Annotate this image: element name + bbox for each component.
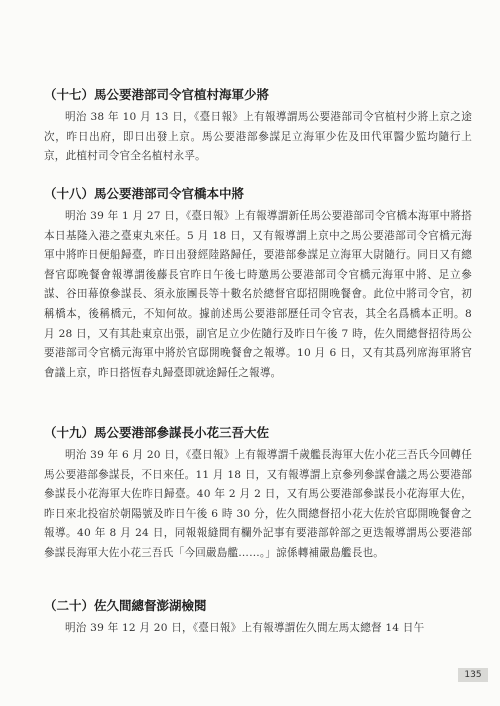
section-paragraph: 明治 39 年 12 月 20 日，《臺日報》上有報導謂佐久間左馬太總督 14 日午 <box>65 622 425 634</box>
section-17 <box>44 86 472 167</box>
section-paragraph: 明治 39 年 1 月 27 日，《臺日報》上有報導謂新任馬公要港部司令官橋本海軍中將搭本日基隆入港之臺東丸來任。5 月 18 日，又有報導謂上京中之馬公要港部司令官橋元海軍中將昨日便船歸臺，昨日出發經陸路歸任，要港部參謀足立海軍大尉隨行。同日又有總督官邸晚餐會報導謂後藤長官昨日午後七時邀馬公要港部司令官橋元海軍中將、足立參謀、谷田幕僚參謀長、須永旅團長等十數名於總督官邸招開晚餐會。此位中將司令官，初稱橋本，後稱橋元，不知何故。據前述馬公要港部歷任司令官表，其全名爲橋本正明。8 月 28 日，又有其赴東京出張，副官足立少佐隨行及昨日午後 7 時，佐久間總督招待馬公要港部司令官橋元海軍中將於官邸開晚餐會之報導。10 月 6 日，又有其爲列席海軍將官會議上京，昨日搭恆春丸歸臺即就途歸任之報導。 <box>44 210 472 379</box>
section-paragraph: 明治 38 年 10 月 13 日，《臺日報》上有報導謂馬公要港部司令官植村少將上京之途次，昨日出府，即日出發上京。馬公要港部參謀足立海軍少佐及田代軍醫少監均隨行上京，此植村司令官全名植村永孚。 <box>44 111 472 163</box>
section-paragraph: 明治 39 年 6 月 20 日，《臺日報》上有報導謂千歲艦長海軍大佐小花三吾氏今回轉任馬公要港部參謀長，不日來任。11 月 18 日，又有報導謂上京參列參謀會議之馬公要港部參謀長小花海軍大佐昨日歸臺。40 年 2 月 2 日，又有馬公要港部參謀長小花海軍大佐，昨日來北投宿於朝陽號及昨日午後 6 時 30 分，佐久間總督招小花大佐於官邸開晚餐會之報導。40 年 8 月 24 日，同報報縫間有欄外記事有要港部幹部之更迭報導謂馬公要港部參謀長海軍大佐小花三吾氏「今回嚴島艦……。」諒係轉補嚴島艦長也。 <box>44 449 472 559</box>
section-heading: （二十）佐久間總督澎湖檢閱 <box>44 598 207 613</box>
section-heading: （十七）馬公要港部司令官植村海軍少將 <box>44 87 270 102</box>
section-19 <box>44 424 472 564</box>
section-heading: （十九）馬公要港部參謀長小花三吾大佐 <box>44 425 270 440</box>
page-number: 135 <box>458 668 488 682</box>
section-20 <box>44 597 472 639</box>
section-18 <box>44 185 472 383</box>
section-heading: （十八）馬公要港部司令官橋本中將 <box>44 186 245 201</box>
